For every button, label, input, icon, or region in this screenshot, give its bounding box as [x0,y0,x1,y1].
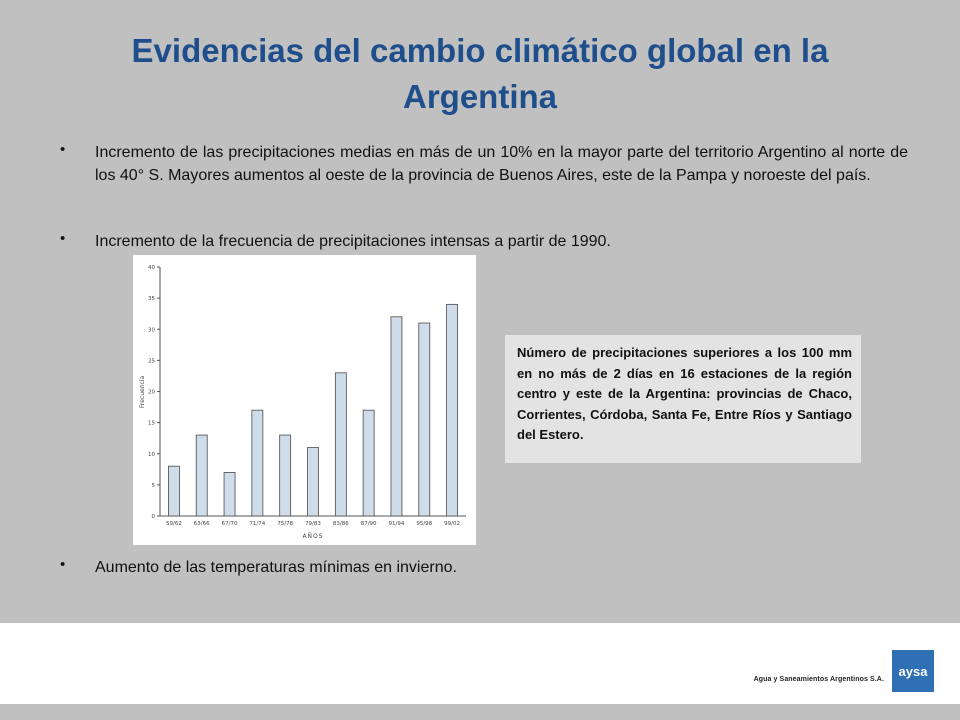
bullet-text: Incremento de la frecuencia de precipitaciones intensas a partir de 1990. [95,233,611,250]
y-axis-label: Frecuencia [139,375,146,409]
bar-75/78 [280,435,291,516]
bar-79/83 [308,448,319,516]
y-tick-label: 30 [148,327,155,334]
aysa-logo [892,650,934,692]
y-tick-label: 10 [148,451,155,458]
company-name: Agua y Saneamientos Argentinos S.A. [753,676,884,683]
x-tick-label: 63/66 [193,521,210,527]
footer-strip [0,704,960,720]
bar-71/74 [252,410,263,516]
y-tick-label: 20 [148,389,155,396]
x-tick-label: 95/98 [416,521,433,527]
bullet-icon: • [60,556,66,573]
x-tick-label: 79/83 [305,521,321,527]
bar-91/94 [391,317,402,516]
y-tick-label: 25 [148,358,155,365]
chart-note-box [505,335,861,463]
x-axis-label: AÑOS [302,533,324,540]
x-tick-label: 83/86 [332,521,349,527]
y-tick-label: 0 [151,514,155,520]
footer [0,623,960,704]
bar-83/86 [335,373,346,516]
bullet-icon: • [60,141,66,158]
bar-95/98 [419,323,430,516]
x-tick-label: 71/74 [249,521,266,527]
bullet-item-intense-precipitation [60,230,908,253]
x-tick-label: 75/78 [277,521,294,527]
y-tick-label: 5 [151,482,155,489]
logo-text: aysa [898,663,928,679]
x-tick-label: 99/02 [444,521,461,527]
bar-67/70 [224,472,235,516]
bullet-item-min-temperature [60,556,908,579]
precipitation-bar-chart [133,255,476,545]
x-tick-label: 91/94 [388,521,405,527]
y-tick-label: 35 [148,296,155,303]
bar-63/66 [196,435,207,516]
chart-note-text: Número de precipitaciones superiores a los 100 mm en no más de 2 días en 16 estaciones de la región centro y este de la Argentina: provincias de Chaco, Corrientes, Córdoba, Santa Fe, Entre Ríos y Santiago del Estero. [517,345,852,442]
bullet-item-precipitation-increase [60,141,908,187]
bar-99/02 [447,304,458,516]
bar-87/90 [363,410,374,516]
x-tick-label: 59/62 [165,521,182,527]
x-tick-label: 67/70 [221,521,238,527]
bullet-text: Aumento de las temperaturas mínimas en invierno. [95,559,457,576]
bullet-icon: • [60,230,66,247]
slide-title: Evidencias del cambio climático global en la Argentina [131,32,829,115]
x-tick-label: 87/90 [360,521,377,527]
bar-59/62 [168,466,179,516]
bullet-text: Incremento de las precipitaciones medias en más de un 10% en la mayor parte del territorio Argentino al norte de los 40° S. Mayores aumentos al oeste de la provincia de Buenos Aires, este de la Pampa y noroeste del país. [95,144,908,184]
y-tick-label: 40 [148,265,155,271]
chart-svg [133,255,476,545]
y-tick-label: 15 [148,420,155,427]
